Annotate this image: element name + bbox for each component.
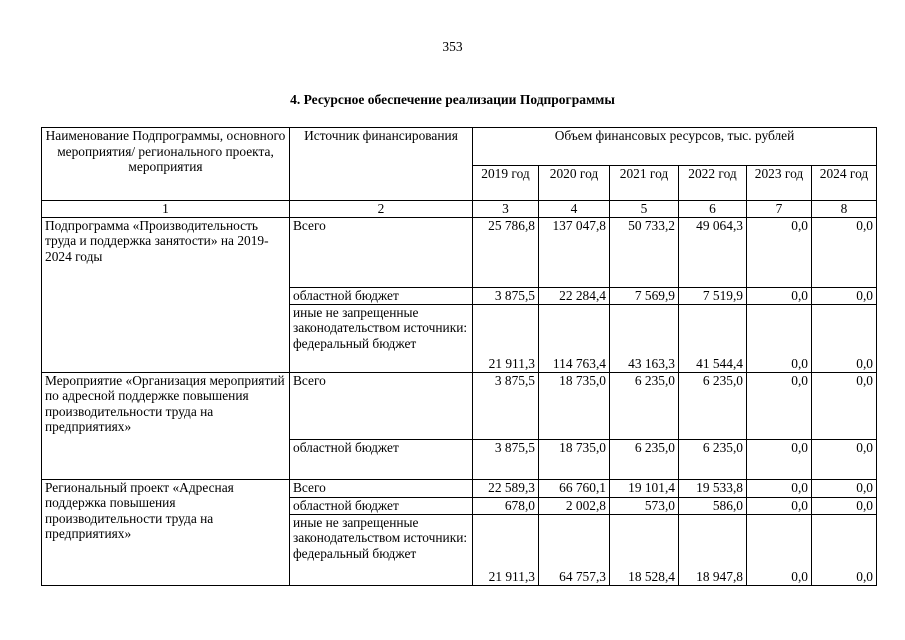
page-number: 353 xyxy=(442,39,463,54)
header-volume: Объем финансовых ресурсов, тыс. рублей xyxy=(473,128,877,166)
cell-value: 573,0 xyxy=(610,497,679,514)
resource-table xyxy=(41,127,877,586)
cell-value: 6 235,0 xyxy=(610,439,679,479)
cell-value: 586,0 xyxy=(679,497,747,514)
cell-value: 25 786,8 xyxy=(473,217,539,287)
cell-value: 18 735,0 xyxy=(539,439,610,479)
cell-value: 66 760,1 xyxy=(539,479,610,497)
cell-value: 0,0 xyxy=(747,439,812,479)
cell-value: 0,0 xyxy=(812,217,877,287)
table-row xyxy=(42,372,877,439)
cell-value: 0,0 xyxy=(747,287,812,304)
row-source: областной бюджет xyxy=(290,287,473,304)
cell-value: 3 875,5 xyxy=(473,372,539,439)
column-index: 8 xyxy=(812,201,877,218)
cell-value: 0,0 xyxy=(812,497,877,514)
cell-value: 114 763,4 xyxy=(539,304,610,372)
cell-value: 49 064,3 xyxy=(679,217,747,287)
year-header: 2021 год xyxy=(610,166,679,201)
year-header: 2023 год xyxy=(747,166,812,201)
cell-value: 64 757,3 xyxy=(539,514,610,585)
cell-value: 0,0 xyxy=(812,304,877,372)
year-header: 2022 год xyxy=(679,166,747,201)
cell-value: 0,0 xyxy=(812,479,877,497)
cell-value: 0,0 xyxy=(747,217,812,287)
table-row xyxy=(42,217,877,287)
row-source: областной бюджет xyxy=(290,497,473,514)
cell-value: 678,0 xyxy=(473,497,539,514)
cell-value: 6 235,0 xyxy=(610,372,679,439)
column-index: 6 xyxy=(679,201,747,218)
row-name: Региональный проект «Адресная поддержка повышения производительности труда на предприятиях» xyxy=(42,479,290,585)
row-source: областной бюджет xyxy=(290,439,473,479)
cell-value: 21 911,3 xyxy=(473,514,539,585)
cell-value: 137 047,8 xyxy=(539,217,610,287)
column-index: 2 xyxy=(290,201,473,218)
row-source: Всего xyxy=(290,372,473,439)
cell-value: 50 733,2 xyxy=(610,217,679,287)
cell-value: 3 875,5 xyxy=(473,439,539,479)
cell-value: 21 911,3 xyxy=(473,304,539,372)
column-index: 5 xyxy=(610,201,679,218)
cell-value: 0,0 xyxy=(747,372,812,439)
cell-value: 22 589,3 xyxy=(473,479,539,497)
section-title: 4. Ресурсное обеспечение реализации Подпрограммы xyxy=(290,92,615,107)
cell-value: 0,0 xyxy=(747,497,812,514)
cell-value: 3 875,5 xyxy=(473,287,539,304)
row-name: Мероприятие «Организация мероприятий по адресной поддержке повышения производительности труда на предприятиях» xyxy=(42,372,290,479)
header-name: Наименование Подпрограммы, основного мероприятия/ регионального проекта, мероприятия xyxy=(42,128,290,201)
cell-value: 0,0 xyxy=(812,287,877,304)
column-index: 1 xyxy=(42,201,290,218)
table-row xyxy=(42,479,877,497)
column-index: 4 xyxy=(539,201,610,218)
cell-value: 6 235,0 xyxy=(679,439,747,479)
year-header: 2020 год xyxy=(539,166,610,201)
cell-value: 7 569,9 xyxy=(610,287,679,304)
cell-value: 0,0 xyxy=(812,439,877,479)
cell-value: 2 002,8 xyxy=(539,497,610,514)
year-header: 2019 год xyxy=(473,166,539,201)
cell-value: 22 284,4 xyxy=(539,287,610,304)
column-index: 7 xyxy=(747,201,812,218)
row-name: Подпрограмма «Производительность труда и поддержка занятости» на 2019-2024 годы xyxy=(42,217,290,372)
header-source: Источник финансирования xyxy=(290,128,473,201)
column-index: 3 xyxy=(473,201,539,218)
year-header: 2024 год xyxy=(812,166,877,201)
cell-value: 18 735,0 xyxy=(539,372,610,439)
row-source: иные не запрещенные законодательством источники: федеральный бюджет xyxy=(290,304,473,372)
cell-value: 18 528,4 xyxy=(610,514,679,585)
cell-value: 0,0 xyxy=(747,304,812,372)
cell-value: 7 519,9 xyxy=(679,287,747,304)
cell-value: 19 533,8 xyxy=(679,479,747,497)
cell-value: 18 947,8 xyxy=(679,514,747,585)
cell-value: 6 235,0 xyxy=(679,372,747,439)
cell-value: 0,0 xyxy=(812,514,877,585)
row-source: Всего xyxy=(290,217,473,287)
cell-value: 0,0 xyxy=(747,479,812,497)
row-source: иные не запрещенные законодательством источники: федеральный бюджет xyxy=(290,514,473,585)
cell-value: 19 101,4 xyxy=(610,479,679,497)
cell-value: 0,0 xyxy=(812,372,877,439)
cell-value: 41 544,4 xyxy=(679,304,747,372)
row-source: Всего xyxy=(290,479,473,497)
cell-value: 43 163,3 xyxy=(610,304,679,372)
cell-value: 0,0 xyxy=(747,514,812,585)
